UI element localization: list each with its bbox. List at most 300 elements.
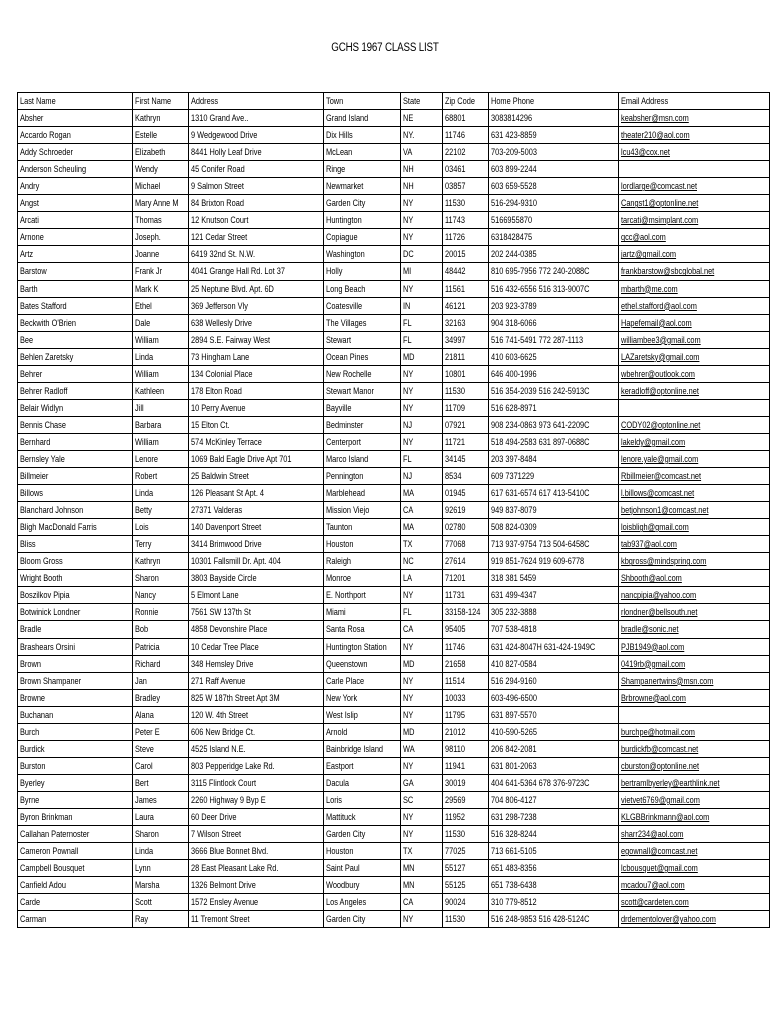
cell-text: 703-209-5003 — [491, 147, 538, 158]
cell-text: 919 851-7624 919 609-6778 — [491, 556, 585, 567]
cell-state — [400, 280, 442, 297]
cell-last-name — [18, 468, 133, 485]
cell-email-address[interactable] — [619, 178, 770, 195]
table-row — [18, 195, 770, 212]
table-row — [18, 212, 770, 229]
cell-text: FL — [402, 454, 412, 464]
email-link[interactable]: 0419rb@gmail.com — [621, 658, 686, 669]
cell-text: Byron Brinkman — [20, 811, 73, 822]
table-row — [18, 826, 770, 843]
cell-text: NH — [402, 164, 414, 175]
cell-text: Arcati — [20, 215, 39, 226]
cell-text: Mattituck — [325, 811, 356, 822]
email-link[interactable]: l.billows@comcast.net — [621, 488, 695, 499]
cell-address — [189, 502, 324, 519]
cell-town — [323, 860, 400, 877]
email-link[interactable]: mbarth@me.com — [621, 283, 678, 294]
cell-last-name — [18, 297, 133, 314]
cell-last-name — [18, 314, 133, 331]
cell-text: 4525 Island N.E. — [191, 743, 246, 754]
cell-text: Houston — [325, 539, 354, 550]
cell-text: Carle Place — [325, 675, 364, 686]
cell-text: The Villages — [325, 317, 367, 328]
cell-text: 3083814296 — [491, 113, 533, 124]
cell-address — [189, 689, 324, 706]
cell-text: NY — [402, 692, 414, 703]
email-link[interactable]: Shbooth@aol.com — [621, 573, 683, 584]
cell-email-address[interactable] — [619, 110, 770, 127]
email-link[interactable]: keradloff@optonline.net — [621, 385, 700, 396]
cell-text: Bainbridge Island — [325, 743, 383, 754]
cell-text: NY — [402, 914, 414, 925]
cell-home-phone — [489, 808, 619, 825]
cell-zip-code — [443, 604, 489, 621]
cell-text: 9 Salmon Street — [191, 181, 245, 192]
cell-address — [189, 331, 324, 348]
cell-first-name — [133, 587, 189, 604]
cell-text: Bliss — [20, 539, 36, 550]
header-last-name — [18, 93, 133, 110]
cell-text: 71201 — [445, 573, 466, 584]
cell-text: Frank Jr — [135, 266, 163, 277]
email-link[interactable]: tarcati@msimplant.com — [621, 215, 699, 226]
cell-text: 34997 — [445, 334, 466, 345]
cell-town — [323, 757, 400, 774]
cell-email-address[interactable] — [619, 672, 770, 689]
cell-text: 25 Baldwin Street — [191, 471, 250, 482]
cell-town — [323, 297, 400, 314]
cell-email-address[interactable] — [619, 740, 770, 757]
email-link[interactable]: tab937@aol.com — [621, 539, 678, 550]
cell-text: 631 801-2063 — [491, 760, 537, 771]
email-link[interactable]: lcu43@cox.net — [621, 147, 671, 158]
cell-text: 1310 Grand Ave.. — [191, 113, 249, 124]
cell-text: 516 294-9160 — [491, 675, 537, 686]
email-link[interactable]: williambee3@gmail.com — [621, 334, 701, 345]
cell-text: Beckwith O'Brien — [20, 317, 76, 328]
cell-email-address[interactable] — [619, 553, 770, 570]
cell-text: Ray — [135, 914, 149, 925]
cell-text: Long Beach — [325, 283, 366, 294]
cell-zip-code — [443, 740, 489, 757]
cell-text: Holly — [325, 266, 343, 277]
cell-text: 126 Pleasant St Apt. 4 — [191, 488, 265, 499]
cell-text: Raleigh — [325, 556, 351, 567]
cell-state — [400, 263, 442, 280]
cell-address — [189, 553, 324, 570]
table-row — [18, 570, 770, 587]
cell-address — [189, 706, 324, 723]
cell-email-address[interactable] — [619, 195, 770, 212]
cell-state — [400, 791, 442, 808]
table-row — [18, 485, 770, 502]
cell-text: 9 Wedgewood Drive — [191, 130, 258, 141]
cell-text: 34145 — [445, 454, 466, 464]
cell-first-name — [133, 774, 189, 791]
cell-town — [323, 246, 400, 263]
cell-text: Bates Stafford — [20, 300, 67, 311]
cell-text: Betty — [135, 505, 152, 516]
cell-text: 10301 Fallsmill Dr. Apt. 404 — [191, 556, 282, 567]
cell-text: Newmarket — [325, 181, 364, 192]
cell-email-address[interactable] — [619, 297, 770, 314]
email-link[interactable]: lcbousquet@gmail.com — [621, 863, 699, 874]
email-link[interactable]: scott@cardeten.com — [621, 897, 689, 908]
cell-address — [189, 808, 324, 825]
cell-email-address[interactable] — [619, 502, 770, 519]
cell-text: Sharon — [135, 829, 159, 840]
cell-zip-code — [443, 877, 489, 894]
cell-home-phone — [489, 757, 619, 774]
email-link[interactable]: egownall@comcast.net — [621, 846, 698, 857]
cell-email-address[interactable] — [619, 212, 770, 229]
cell-zip-code — [443, 672, 489, 689]
cell-state — [400, 536, 442, 553]
cell-text: Browne — [20, 692, 46, 703]
cell-text: 5 Elmont Lane — [191, 590, 239, 601]
cell-text: MD — [402, 658, 415, 669]
cell-text: NY — [402, 283, 414, 294]
header-label: Town — [325, 96, 344, 107]
cell-email-address[interactable] — [619, 774, 770, 791]
cell-state — [400, 331, 442, 348]
email-link[interactable]: lordlarge@comcast.net — [621, 181, 698, 192]
cell-text: 68801 — [445, 113, 466, 124]
cell-zip-code — [443, 843, 489, 860]
cell-text: NY — [402, 368, 414, 379]
cell-text: 203 923-3789 — [491, 300, 537, 311]
cell-text: Linda — [135, 351, 154, 362]
cell-zip-code — [443, 587, 489, 604]
cell-address — [189, 314, 324, 331]
cell-text: Copiague — [325, 232, 358, 243]
table-row — [18, 365, 770, 382]
cell-state — [400, 127, 442, 144]
cell-email-address[interactable] — [619, 826, 770, 843]
cell-town — [323, 229, 400, 246]
cell-last-name — [18, 757, 133, 774]
email-link[interactable]: burdickfb@comcast.net — [621, 743, 699, 754]
cell-first-name — [133, 689, 189, 706]
cell-text: Mission Viejo — [325, 505, 370, 516]
cell-email-address[interactable] — [619, 655, 770, 672]
cell-text: Lynn — [135, 863, 151, 874]
cell-text: 03461 — [445, 164, 466, 175]
cell-last-name — [18, 365, 133, 382]
cell-text: 1326 Belmont Drive — [191, 880, 257, 891]
email-link[interactable]: kbgross@mindspring.com — [621, 556, 707, 567]
cell-address — [189, 860, 324, 877]
cell-email-address[interactable] — [619, 894, 770, 911]
cell-email-address[interactable] — [619, 331, 770, 348]
cell-email-address[interactable] — [619, 638, 770, 655]
cell-email-address[interactable] — [619, 127, 770, 144]
cell-text: Garden City — [325, 198, 366, 209]
cell-text: Huntington Station — [325, 641, 387, 652]
cell-text: 369 Jefferson Vly — [191, 300, 249, 311]
cell-address — [189, 110, 324, 127]
cell-text: 603-496-6500 — [491, 692, 538, 703]
cell-town — [323, 774, 400, 791]
cell-first-name — [133, 638, 189, 655]
cell-email-address[interactable] — [619, 263, 770, 280]
header-label: Home Phone — [491, 96, 535, 107]
cell-text: 140 Davenport Street — [191, 522, 262, 533]
cell-text: 3115 Flintlock Court — [191, 777, 257, 788]
cell-home-phone — [489, 638, 619, 655]
email-link[interactable]: cburston@optonline.net — [621, 760, 700, 771]
cell-email-address[interactable] — [619, 723, 770, 740]
email-link[interactable]: wbehrer@outlook.com — [621, 368, 696, 379]
cell-email-address[interactable] — [619, 757, 770, 774]
cell-text: NE — [402, 113, 414, 124]
cell-town — [323, 911, 400, 928]
cell-zip-code — [443, 399, 489, 416]
cell-email-address[interactable] — [619, 365, 770, 382]
cell-text: 603 659-5528 — [491, 181, 537, 192]
cell-text: 631 423-8859 — [491, 130, 537, 141]
cell-text: 631 424-8047H 631-424-1949C — [491, 641, 596, 652]
cell-text: 810 695-7956 772 240-2088C — [491, 266, 590, 277]
cell-zip-code — [443, 280, 489, 297]
email-link[interactable]: jartz@gmail.com — [621, 249, 677, 260]
cell-text: NY — [402, 811, 414, 822]
cell-email-address[interactable] — [619, 348, 770, 365]
cell-text: 8534 — [445, 471, 462, 482]
table-row — [18, 808, 770, 825]
cell-text: William — [135, 368, 159, 379]
cell-text: NY — [402, 215, 414, 226]
cell-email-address[interactable] — [619, 144, 770, 161]
email-link[interactable]: Hapefemail@aol.com — [621, 317, 692, 328]
cell-address — [189, 127, 324, 144]
cell-last-name — [18, 791, 133, 808]
cell-email-address[interactable] — [619, 519, 770, 536]
email-link[interactable]: nancpipia@yahoo.com — [621, 590, 697, 601]
cell-state — [400, 860, 442, 877]
cell-town — [323, 877, 400, 894]
cell-email-address[interactable] — [619, 280, 770, 297]
cell-first-name — [133, 808, 189, 825]
cell-text: Coatesville — [325, 300, 362, 311]
cell-text: FL — [402, 317, 412, 328]
cell-town — [323, 638, 400, 655]
cell-address — [189, 365, 324, 382]
cell-text: 77025 — [445, 846, 466, 857]
cell-home-phone — [489, 672, 619, 689]
cell-text: 11530 — [445, 829, 466, 840]
cell-email-address[interactable] — [619, 416, 770, 433]
cell-text: NJ — [402, 419, 412, 430]
cell-text: 10033 — [445, 692, 466, 703]
cell-address — [189, 519, 324, 536]
cell-email-address[interactable] — [619, 536, 770, 553]
cell-address — [189, 894, 324, 911]
cell-text: Bernhard — [20, 436, 51, 447]
table-row — [18, 297, 770, 314]
cell-zip-code — [443, 638, 489, 655]
cell-first-name — [133, 331, 189, 348]
cell-text: 3803 Bayside Circle — [191, 573, 257, 584]
cell-home-phone — [489, 791, 619, 808]
header-town — [323, 93, 400, 110]
cell-email-address[interactable] — [619, 246, 770, 263]
cell-state — [400, 672, 442, 689]
cell-text: NY — [402, 760, 414, 771]
cell-text: 3666 Blue Bonnet Blvd. — [191, 846, 269, 857]
cell-address — [189, 740, 324, 757]
cell-town — [323, 587, 400, 604]
cell-text: Bedminster — [325, 419, 364, 430]
cell-email-address[interactable] — [619, 911, 770, 928]
cell-email-address[interactable] — [619, 450, 770, 467]
email-link[interactable]: rlondner@bellsouth.net — [621, 607, 698, 618]
table-row — [18, 348, 770, 365]
cell-state — [400, 843, 442, 860]
cell-email-address[interactable] — [619, 808, 770, 825]
cell-text: William — [135, 334, 159, 345]
email-link[interactable]: keabsher@msn.com — [621, 113, 689, 124]
cell-text: James — [135, 794, 157, 805]
email-link[interactable]: vietvet6769@gmail.com — [621, 794, 701, 805]
cell-home-phone — [489, 433, 619, 450]
cell-email-address[interactable] — [619, 791, 770, 808]
cell-email-address[interactable] — [619, 433, 770, 450]
email-link[interactable]: CODY02@optonline.net — [621, 419, 701, 430]
email-link[interactable]: Cangst1@optonline.net — [621, 198, 699, 209]
cell-town — [323, 706, 400, 723]
cell-state — [400, 212, 442, 229]
cell-address — [189, 877, 324, 894]
email-link[interactable]: KLGBBrinkmann@aol.com — [621, 811, 710, 822]
cell-text: Burdick — [20, 743, 45, 754]
email-link[interactable]: mcadou7@aol.com — [621, 880, 685, 891]
cell-address — [189, 229, 324, 246]
cell-text: 7 Wilson Street — [191, 829, 242, 840]
table-row — [18, 502, 770, 519]
cell-text: 704 806-4127 — [491, 794, 537, 805]
cell-home-phone — [489, 127, 619, 144]
table-row — [18, 604, 770, 621]
cell-state — [400, 399, 442, 416]
cell-text: Centerport — [325, 436, 361, 447]
cell-town — [323, 604, 400, 621]
cell-email-address[interactable] — [619, 621, 770, 638]
cell-text: CA — [402, 624, 414, 635]
cell-text: VA — [402, 147, 413, 158]
cell-first-name — [133, 314, 189, 331]
cell-first-name — [133, 195, 189, 212]
cell-text: Belair Widlyn — [20, 402, 64, 413]
cell-town — [323, 365, 400, 382]
email-link[interactable]: drdementolover@yahoo.com — [621, 914, 717, 925]
cell-zip-code — [443, 127, 489, 144]
cell-first-name — [133, 911, 189, 928]
cell-town — [323, 655, 400, 672]
cell-zip-code — [443, 433, 489, 450]
cell-text: Lenore — [135, 454, 159, 464]
email-link[interactable]: sharr234@aol.com — [621, 829, 684, 840]
cell-first-name — [133, 877, 189, 894]
cell-text: WA — [402, 743, 415, 754]
cell-zip-code — [443, 723, 489, 740]
cell-text: Patricia — [135, 641, 160, 652]
email-link[interactable]: loisbligh@gmail.com — [621, 522, 689, 533]
email-link[interactable]: burchpe@hotmail.com — [621, 726, 696, 737]
cell-email-address[interactable] — [619, 570, 770, 587]
cell-text: NC — [402, 556, 414, 567]
cell-email-address[interactable] — [619, 689, 770, 706]
cell-text: 3414 Brimwood Drive — [191, 539, 262, 550]
email-link[interactable]: lakeldy@gmail.com — [621, 436, 686, 447]
cell-zip-code — [443, 382, 489, 399]
cell-text: 404 641-5364 678 376-9723C — [491, 777, 590, 788]
email-link[interactable]: LAZaretsky@gmail.com — [621, 351, 700, 362]
cell-text: Andry — [20, 181, 40, 192]
email-link[interactable]: theater210@aol.com — [621, 130, 690, 141]
email-link[interactable]: betjohnson1@comcast.net — [621, 505, 709, 516]
cell-email-address[interactable] — [619, 877, 770, 894]
email-link[interactable]: bertramlbyerley@earthlink.net — [621, 777, 720, 788]
cell-address — [189, 604, 324, 621]
cell-address — [189, 536, 324, 553]
email-link[interactable]: lenore.yale@gmail.com — [621, 454, 699, 464]
cell-text: 11530 — [445, 385, 466, 396]
cell-email-address[interactable] — [619, 860, 770, 877]
cell-last-name — [18, 144, 133, 161]
cell-text: Los Angeles — [325, 897, 367, 908]
cell-text: 21012 — [445, 726, 466, 737]
email-link[interactable]: ethel.stafford@aol.com — [621, 300, 698, 311]
email-link[interactable]: bradle@sonic.net — [621, 624, 679, 635]
cell-email-address[interactable] — [619, 314, 770, 331]
cell-text: Bloom Gross — [20, 556, 63, 567]
cell-address — [189, 638, 324, 655]
cell-address — [189, 416, 324, 433]
cell-home-phone — [489, 348, 619, 365]
email-link[interactable]: Brbrowne@aol.com — [621, 692, 687, 703]
email-link[interactable]: frankbarstow@sbcglobal.net — [621, 266, 715, 277]
cell-email-address[interactable] — [619, 468, 770, 485]
cell-text: 6318428475 — [491, 232, 533, 243]
cell-email-address[interactable] — [619, 604, 770, 621]
cell-text: Buchanan — [20, 709, 54, 720]
email-link[interactable]: PJB1949@aol.com — [621, 641, 685, 652]
cell-first-name — [133, 399, 189, 416]
email-link[interactable]: qcc@aol.com — [621, 232, 667, 243]
cell-town — [323, 161, 400, 178]
cell-last-name — [18, 843, 133, 860]
cell-text: 603 899-2244 — [491, 164, 537, 175]
cell-zip-code — [443, 860, 489, 877]
cell-first-name — [133, 365, 189, 382]
table-row — [18, 774, 770, 791]
email-link[interactable]: Shampanertwins@msn.com — [621, 675, 714, 686]
cell-email-address[interactable] — [619, 229, 770, 246]
cell-email-address[interactable] — [619, 843, 770, 860]
cell-email-address[interactable] — [619, 587, 770, 604]
cell-text: MN — [402, 863, 415, 874]
email-link[interactable]: Rbillmeier@comcast.net — [621, 471, 702, 482]
cell-text: 6419 32nd St. N.W. — [191, 249, 256, 260]
cell-email-address[interactable] — [619, 485, 770, 502]
cell-first-name — [133, 502, 189, 519]
cell-text: Grand Island — [325, 113, 369, 124]
cell-text: Dacula — [325, 777, 349, 788]
cell-text: MD — [402, 726, 415, 737]
cell-text: Saint Paul — [325, 863, 360, 874]
cell-email-address[interactable] — [619, 382, 770, 399]
